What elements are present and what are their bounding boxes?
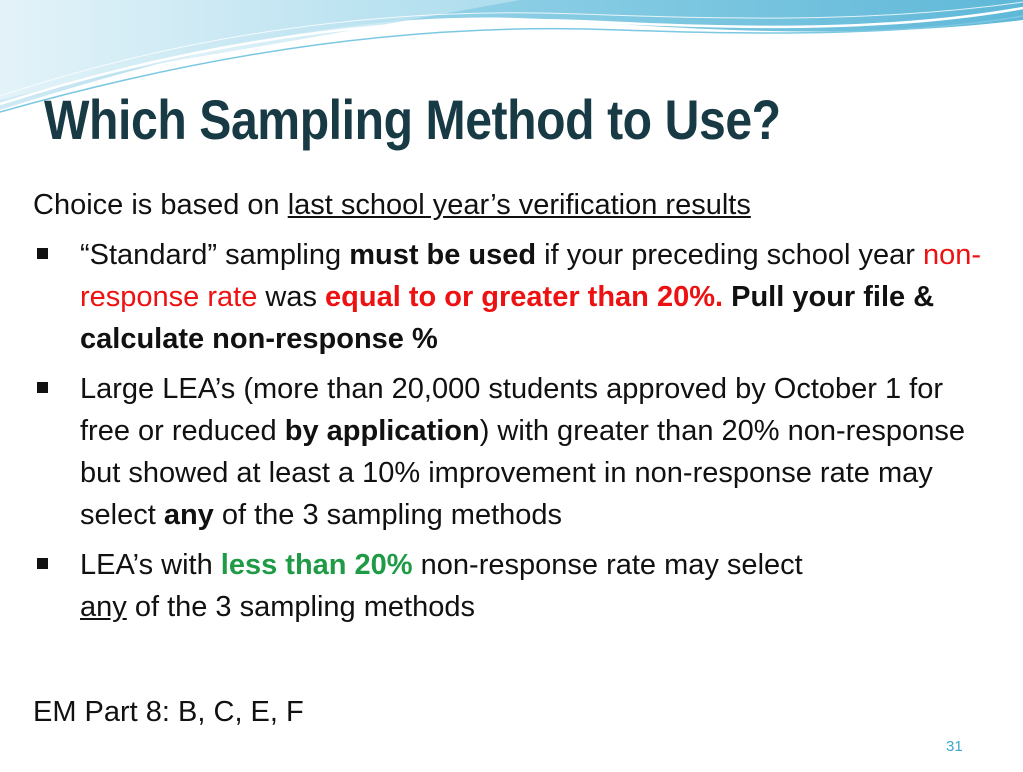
- reference-note: EM Part 8: B, C, E, F: [33, 696, 304, 728]
- bullet-item-standard-sampling: [34, 234, 994, 360]
- bullet-bold-text: must be used: [349, 239, 537, 271]
- bullet-item-large-lea: [34, 368, 994, 536]
- bullet-text: LEA’s with: [80, 549, 221, 581]
- bullet-bold-text: Pull your file & calculate non-response %: [80, 281, 935, 355]
- intro-underlined-text: last school year’s verification results: [287, 189, 751, 221]
- slide-number: 31: [946, 738, 963, 755]
- bullet-text: was: [257, 281, 326, 313]
- bullet-text: of the 3 sampling methods: [126, 591, 475, 623]
- bullet-underlined-text: any: [80, 591, 127, 623]
- bullet-bold-text: any: [163, 499, 214, 531]
- slide-title: Which Sampling Method to Use?: [44, 88, 781, 151]
- bullet-text: if your preceding school year: [536, 239, 923, 271]
- intro-text: Choice is based on: [33, 189, 288, 221]
- bullet-item-less-than-20: [34, 544, 994, 628]
- bullet-text: of the 3 sampling methods: [213, 499, 563, 531]
- bullet-text: Large LEA’s (more than 20,000 students approved by October 1 for free or reduced: [80, 373, 944, 447]
- bullet-text: ) with greater than 20% non-response but showed at least a 10% improvement in non-response rate may select: [80, 415, 965, 531]
- intro-line: [33, 185, 993, 225]
- bullet-list: [34, 234, 994, 636]
- bullet-text: “Standard” sampling: [80, 239, 350, 271]
- bullet-green-bold-text: less than 20%: [220, 549, 413, 581]
- square-bullet-icon: [37, 248, 48, 259]
- square-bullet-icon: [37, 382, 48, 393]
- bullet-text: non-response rate may select: [412, 549, 803, 581]
- bullet-red-bold-text: equal to or greater than 20%.: [325, 281, 724, 313]
- square-bullet-icon: [37, 558, 48, 569]
- bullet-red-text: non-response rate: [80, 239, 982, 313]
- bullet-bold-text: by application: [284, 415, 480, 447]
